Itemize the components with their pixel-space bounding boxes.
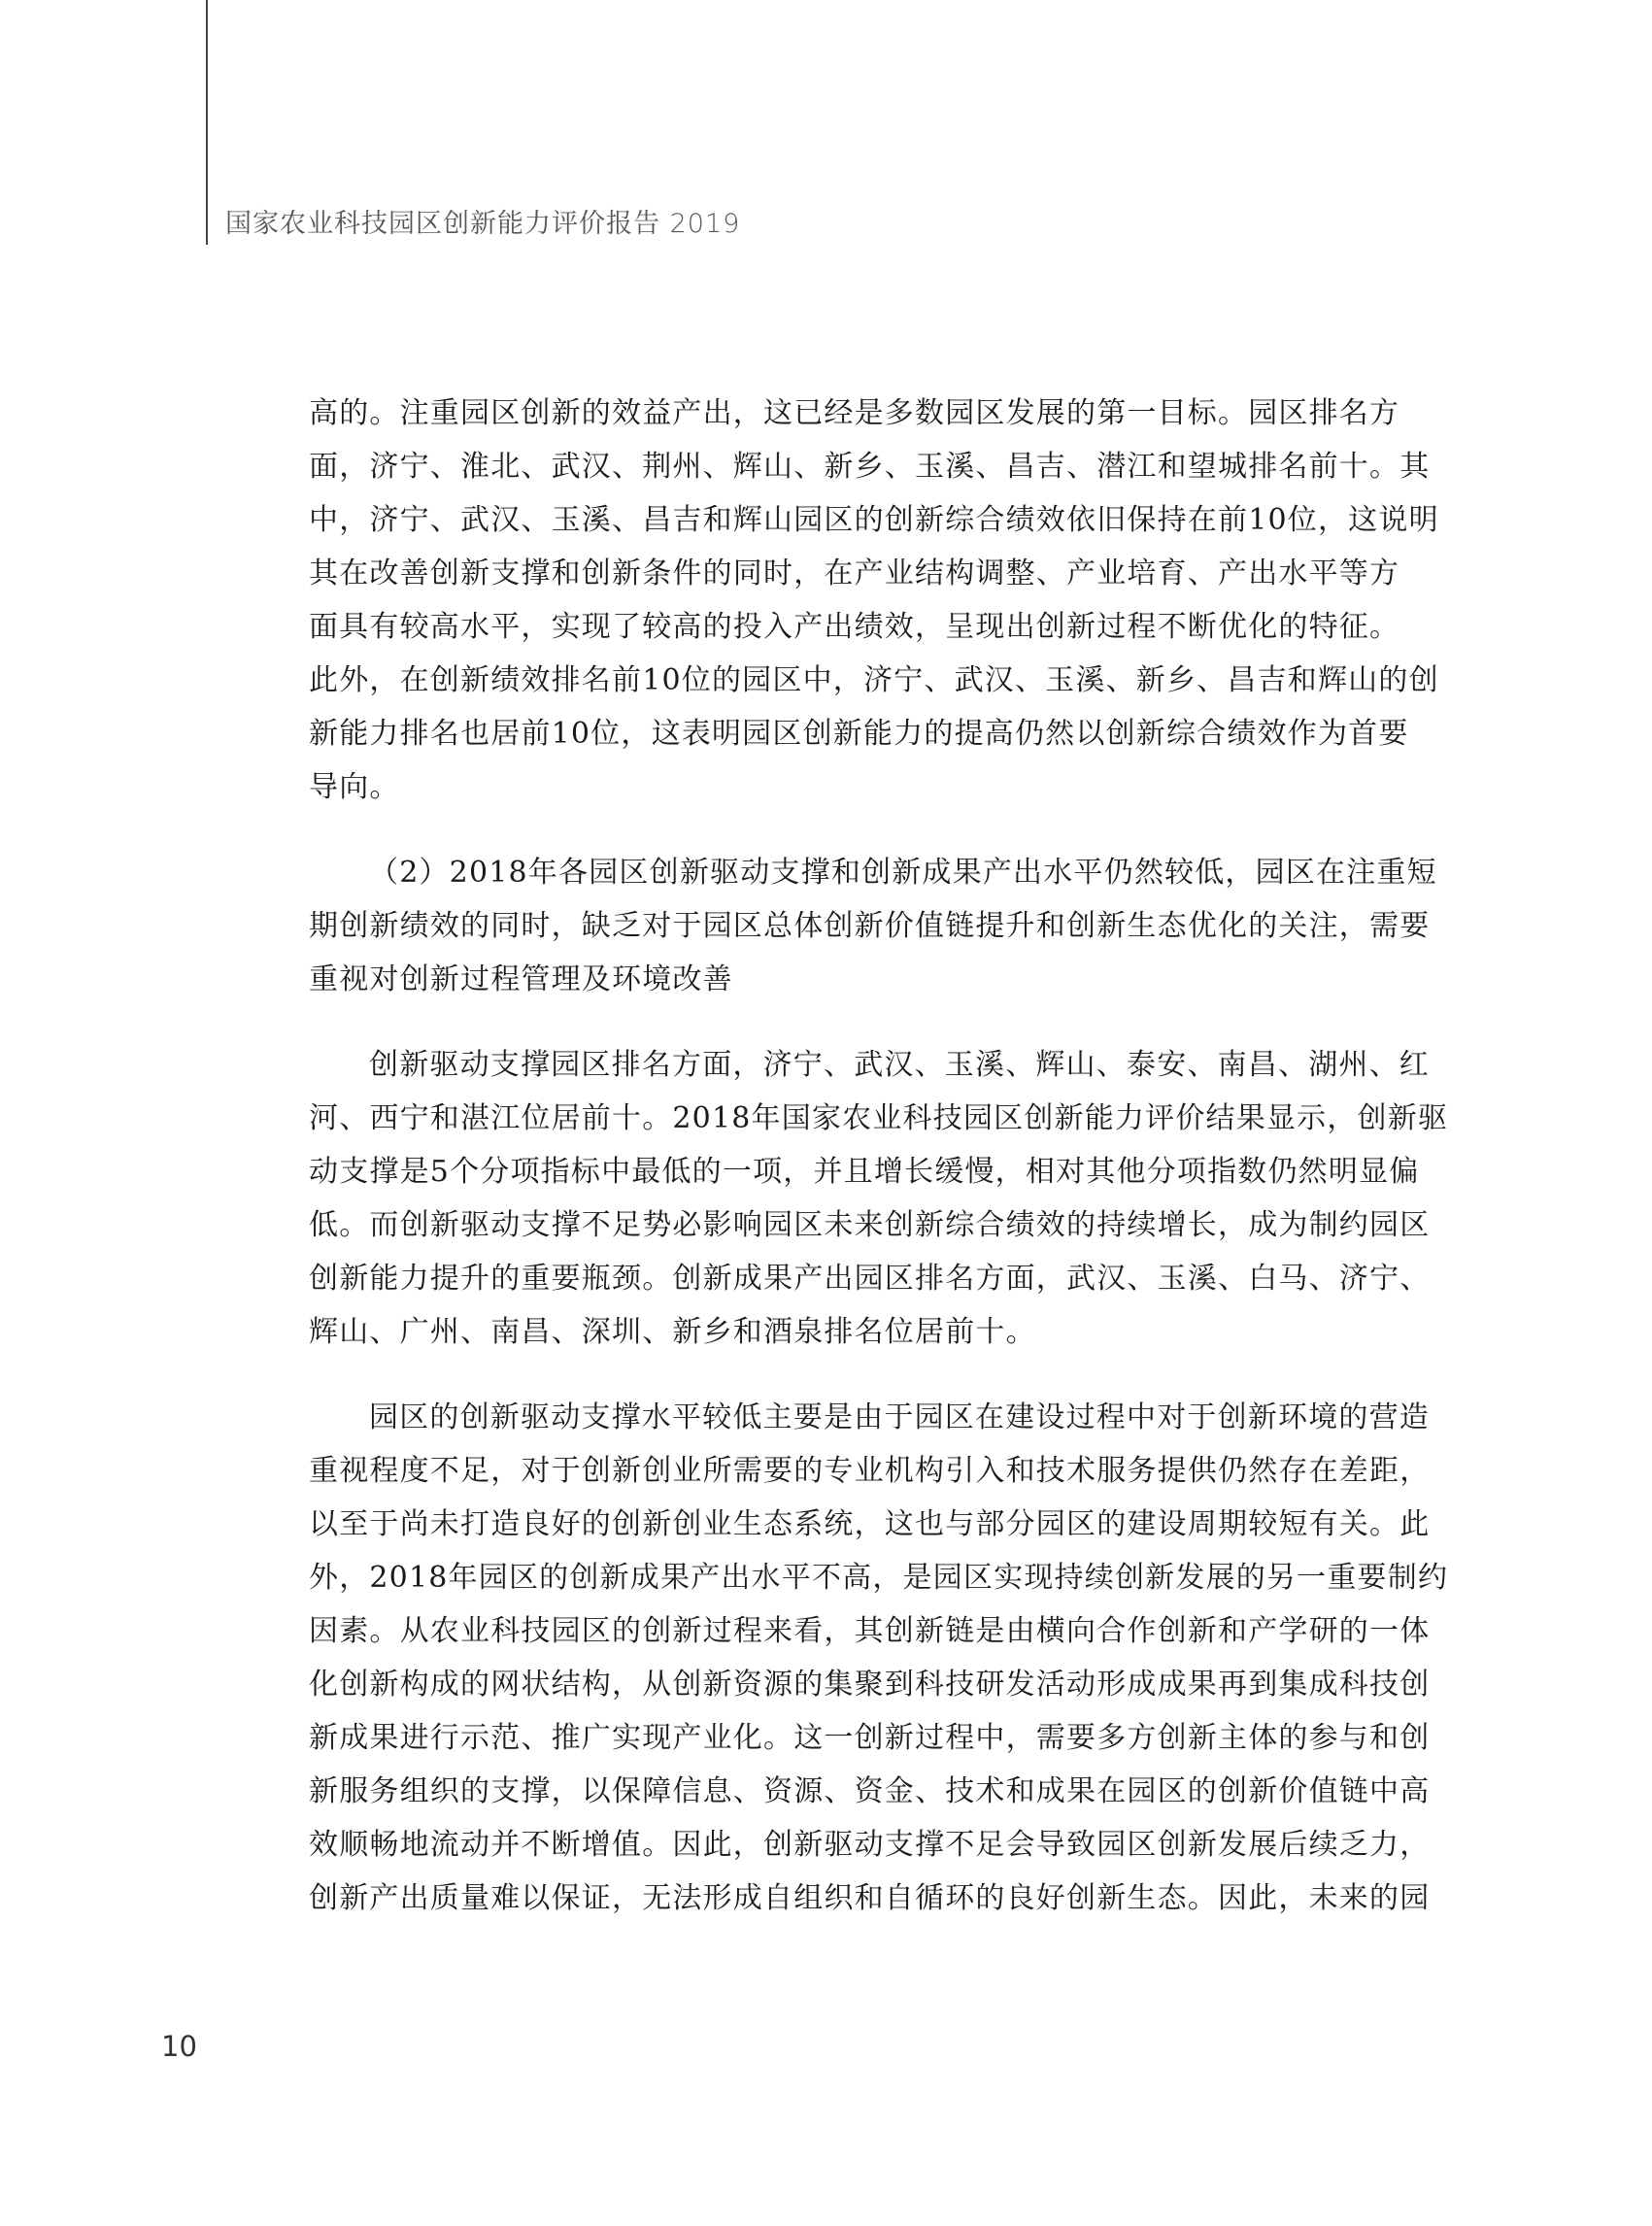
body-text — [309, 387, 1449, 1925]
text-line: 辉山、广州、南昌、深圳、新乡和酒泉排名位居前十。 — [309, 1315, 1036, 1349]
text-line: 以至于尚未打造良好的创新创业生态系统，这也与部分园区的建设周期较短有关。此 — [309, 1507, 1431, 1541]
text-line: 面，济宁、淮北、武汉、荆州、辉山、新乡、玉溪、昌吉、潜江和望城排名前十。其 — [309, 450, 1431, 484]
subheading-2 — [309, 846, 1437, 1006]
text-line: 园区的创新驱动支撑水平较低主要是由于园区在建设过程中对于创新环境的营造 — [369, 1400, 1430, 1434]
text-line: 创新驱动支撑园区排名方面，济宁、武汉、玉溪、辉山、泰安、南昌、湖州、红 — [369, 1048, 1430, 1082]
text-line: 低。而创新驱动支撑不足势必影响园区未来创新综合绩效的持续增长，成为制约园区 — [309, 1208, 1431, 1242]
text-line: 创新产出质量难以保证，无法形成自组织和自循环的良好创新生态。因此，未来的园 — [309, 1881, 1431, 1915]
text-line: 面具有较高水平，实现了较高的投入产出绩效，呈现出创新过程不断优化的特征。 — [309, 610, 1400, 644]
text-line: 中，济宁、武汉、玉溪、昌吉和辉山园区的创新综合绩效依旧保持在前10位，这说明 — [309, 503, 1439, 537]
text-line: （2）2018年各园区创新驱动支撑和创新成果产出水平仍然较低，园区在注重短 — [369, 856, 1437, 890]
text-line: 效顺畅地流动并不断增值。因此，创新驱动支撑不足会导致园区创新发展后续乏力， — [309, 1828, 1431, 1862]
text-line: 新成果进行示范、推广实现产业化。这一创新过程中，需要多方创新主体的参与和创 — [309, 1721, 1431, 1755]
text-line: 此外，在创新绩效排名前10位的园区中，济宁、武汉、玉溪、新乡、昌吉和辉山的创 — [309, 663, 1439, 697]
text-line: 河、西宁和湛江位居前十。2018年国家农业科技园区创新能力评价结果显示，创新驱 — [309, 1101, 1449, 1135]
text-line: 期创新绩效的同时，缺乏对于园区总体创新价值链提升和创新生态优化的关注，需要 — [309, 909, 1431, 943]
text-line: 因素。从农业科技园区的创新过程来看，其创新链是由横向合作创新和产学研的一体 — [309, 1614, 1431, 1648]
running-header-title: 国家农业科技园区创新能力评价报告 2019 — [225, 209, 741, 239]
text-line: 创新能力提升的重要瓶颈。创新成果产出园区排名方面，武汉、玉溪、白马、济宁、 — [309, 1262, 1431, 1296]
text-line: 其在改善创新支撑和创新条件的同时，在产业结构调整、产业培育、产出水平等方 — [309, 556, 1400, 590]
text-line: 新能力排名也居前10位，这表明园区创新能力的提高仍然以创新综合绩效作为首要 — [309, 717, 1409, 751]
text-line: 新服务组织的支撑，以保障信息、资源、资金、技术和成果在园区的创新价值链中高 — [309, 1774, 1431, 1808]
paragraph-4 — [309, 1391, 1449, 1925]
paragraph-1 — [309, 387, 1439, 814]
text-line: 外，2018年园区的创新成果产出水平不高，是园区实现持续创新发展的另一重要制约 — [309, 1561, 1449, 1595]
text-line: 动支撑是5个分项指标中最低的一项，并且增长缓慢，相对其他分项指数仍然明显偏 — [309, 1155, 1420, 1189]
page-number: 10 — [161, 2030, 197, 2063]
text-line: 高的。注重园区创新的效益产出，这已经是多数园区发展的第一目标。园区排名方 — [309, 396, 1400, 430]
text-line: 导向。 — [309, 770, 400, 804]
paragraph-3 — [309, 1038, 1449, 1359]
text-line: 重视程度不足，对于创新创业所需要的专业机构引入和技术服务提供仍然存在差距， — [309, 1454, 1431, 1488]
text-line: 化创新构成的网状结构，从创新资源的集聚到科技研发活动形成成果再到集成科技创 — [309, 1668, 1431, 1702]
text-line: 重视对创新过程管理及环境改善 — [309, 962, 733, 996]
header-vertical-rule — [206, 0, 208, 245]
